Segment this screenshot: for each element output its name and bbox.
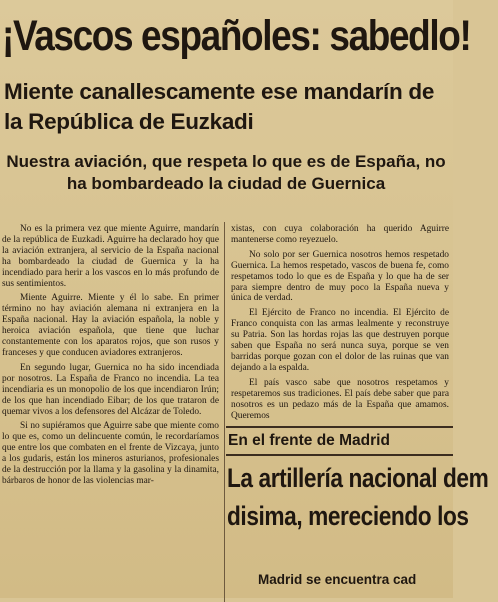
paragraph: Miente Aguirre. Miente y él lo sabe. En primer término no hay aviación alemana ni extranjera en la España nacional. Hay la aviación española, la noble y heroica aviación española, que tiene que luchar constantemente con los aparatos rojos, que son rusos y franceses y que conducen aviadores extranjeros. xyxy=(2,293,219,358)
paragraph: El país vasco sabe que nosotros respetamos y respetaremos sus tradiciones. El país debe saber que para nosotros es un pedazo más de la España que amamos. Queremos xyxy=(231,377,449,421)
deck: Nuestra aviación, que respeta lo que es de España, no ha bombardeado la ciudad de Guernica xyxy=(6,152,446,193)
subheadline: Miente canallescamente ese mandarín de la República de Euzkadi xyxy=(4,79,435,134)
paragraph: No es la primera vez que miente Aguirre, mandarín de la república de Euzkadi. Aguirre ha declarado hoy que la aviación extranjera, al servicio de la España nacional ha bombardeado la ciudad de Guernica y la ha incendiado para herir a los vascos en lo más profundo de sus sentimientos. xyxy=(2,224,219,289)
paragraph: Si no supiéramos que Aguirre sabe que miente como lo que es, como un delincuente común, le recordaríamos que entre los que combaten en el frente de Vizcaya, junto a los gudaris, están los mineros asturianos, profesionales de la destrucción por la llama y la gasolina y la dinamita, bárbaros de honor de las violencias mar- xyxy=(2,421,219,486)
paragraph: En segundo lugar, Guernica no ha sido incendiada por nosotros. La España de Franco no incendia. La tea incendiaria es un monopolio de los que incendiaron Irún; de los que han incendiado Eibar; de los que trataron de quemar vivos a los defensores del Alcázar de Toledo. xyxy=(2,362,219,417)
paragraph: El Ejército de Franco no incendia. El Ejército de Franco conquista con las armas lealmente y reconstruye su Patria. Son las hordas rojas las que destruyen porque saben que España no será nunca suya, porque se ven barridas porque gozan con el dolor de las ruinas que van dejando a la espalda. xyxy=(231,308,449,373)
paragraph: No solo por ser Guernica nosotros hemos respetado Guernica. La hemos respetado, vascos de buena fe, como respetamos todo lo que es de España y lo que ha de ser para siempre dentro de muy poco la España nueva y única de verdad. xyxy=(231,249,449,304)
frente-heading: En el frente de Madrid xyxy=(228,432,390,449)
article-column-left xyxy=(2,224,219,487)
artilleria-headline xyxy=(227,459,489,535)
section-rule xyxy=(226,454,453,456)
article-column-right xyxy=(231,224,449,421)
paragraph: xistas, con cuya colaboración ha querido Aguirre mantenerse como reyezuelo. xyxy=(231,224,449,245)
section-rule xyxy=(226,426,453,428)
headline: ¡Vascos españoles: sabedlo! xyxy=(2,12,471,60)
column-divider xyxy=(224,222,225,602)
artilleria-line: La artillería nacional dem xyxy=(227,463,489,493)
artilleria-line: disima, mereciendo los xyxy=(227,501,469,531)
madrid-subhead: Madrid se encuentra cad xyxy=(258,572,417,587)
